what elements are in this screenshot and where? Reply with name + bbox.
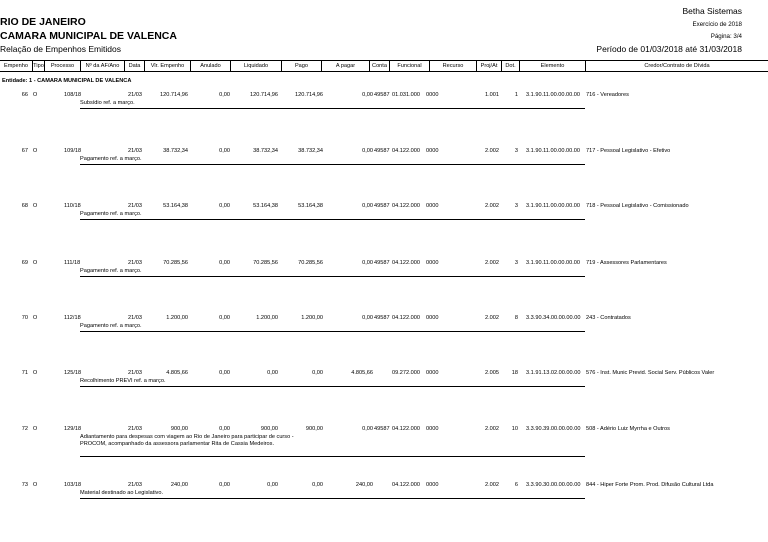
- empenho-history: Material destinado ao Legislativo.: [80, 490, 164, 496]
- resource-code: 0000: [426, 203, 439, 209]
- annulled-value: 0,00: [219, 315, 230, 321]
- column-header: Processo: [44, 61, 80, 71]
- creditor-name: 576 - Inst. Munic Previd. Social Serv. Públicos Valer: [586, 370, 715, 376]
- expense-element: 3.3.90.30.00.00.00.00: [526, 482, 581, 488]
- project-activity: 2.002: [485, 426, 499, 432]
- empenho-type: O: [32, 92, 38, 98]
- empenho-type: O: [32, 260, 38, 266]
- report-period: Período de 01/03/2018 até 31/03/2018: [596, 44, 742, 54]
- payable-value: 0,00: [362, 315, 373, 321]
- empenho-history: Subsídio ref. a março.: [80, 100, 135, 106]
- project-activity: 2.002: [485, 315, 499, 321]
- allocation: 1: [514, 92, 518, 98]
- annulled-value: 0,00: [219, 426, 230, 432]
- paid-value: 1.200,00: [301, 315, 323, 321]
- column-header: Data: [124, 61, 144, 71]
- allocation: 8: [514, 315, 518, 321]
- column-header: Conta: [369, 61, 389, 71]
- empenho-value: 240,00: [170, 482, 188, 488]
- empenho-type: O: [32, 482, 38, 488]
- functional-code: 01.031.000: [392, 92, 420, 98]
- row-underline: [80, 331, 585, 332]
- empenho-history: Adiantamento para despesas com viagem ao Rio de Janeiro para participar de curso - PROCOM, acompanhado da assessora parlamentar Rita de Cassia Medeiros.: [80, 434, 294, 447]
- empenho-value: 53.164,38: [163, 203, 188, 209]
- liquidated-value: 53.164,38: [253, 203, 278, 209]
- allocation: 3: [514, 203, 518, 209]
- functional-code: 04.122.000: [392, 315, 420, 321]
- liquidated-value: 70.285,56: [253, 260, 278, 266]
- paid-value: 53.164,38: [298, 203, 323, 209]
- expense-element: 3.1.90.11.00.00.00.00: [526, 148, 581, 154]
- expense-element: 3.1.91.13.02.00.00.00: [526, 370, 581, 376]
- project-activity: 1.001: [485, 92, 499, 98]
- creditor-name: 719 - Assessores Parlamentares: [586, 260, 667, 266]
- liquidated-value: 1.200,00: [256, 315, 278, 321]
- annulled-value: 0,00: [219, 370, 230, 376]
- paid-value: 0,00: [312, 370, 323, 376]
- empenho-date: 21/03: [128, 92, 142, 98]
- functional-code: 04.122.000: [392, 260, 420, 266]
- state-name: RIO DE JANEIRO: [0, 16, 86, 28]
- project-activity: 2.005: [485, 370, 499, 376]
- row-underline: [80, 164, 585, 165]
- empenho-number: 70: [21, 315, 28, 321]
- row-underline: [80, 108, 585, 109]
- liquidated-value: 0,00: [267, 370, 278, 376]
- allocation: 18: [511, 370, 518, 376]
- account-number: 49587: [374, 92, 390, 98]
- empenho-date: 21/03: [128, 370, 142, 376]
- column-header: Funcional: [389, 61, 429, 71]
- liquidated-value: 900,00: [260, 426, 278, 432]
- empenho-date: 21/03: [128, 315, 142, 321]
- process-number: 109/18: [64, 148, 82, 154]
- expense-element: 3.3.90.34.00.00.00.00: [526, 315, 581, 321]
- page-number: Página: 3/4: [710, 33, 742, 40]
- creditor-name: 717 - Pessoal Legislativo - Efetivo: [586, 148, 671, 154]
- payable-value: 0,00: [362, 426, 373, 432]
- resource-code: 0000: [426, 148, 439, 154]
- empenho-history: Pagamento ref. a março.: [80, 323, 142, 329]
- system-name: Betha Sistemas: [682, 6, 742, 16]
- creditor-name: 508 - Adério Luiz Myrrha e Outros: [586, 426, 670, 432]
- liquidated-value: 0,00: [267, 482, 278, 488]
- allocation: 6: [514, 482, 518, 488]
- functional-code: 04.122.000: [392, 148, 420, 154]
- paid-value: 38.732,34: [298, 148, 323, 154]
- expense-element: 3.1.90.11.00.00.00.00: [526, 203, 581, 209]
- empenho-type: O: [32, 370, 38, 376]
- column-header: Anulado: [190, 61, 230, 71]
- empenho-value: 1.200,00: [166, 315, 188, 321]
- allocation: 10: [511, 426, 518, 432]
- empenho-history: Pagamento ref. a março.: [80, 268, 142, 274]
- account-number: 49587: [374, 315, 390, 321]
- empenho-number: 68: [21, 203, 28, 209]
- column-header: Credor/Contrato de Dívida: [585, 61, 768, 71]
- resource-code: 0000: [426, 482, 439, 488]
- empenho-history: Pagamento ref. a março.: [80, 156, 142, 162]
- process-number: 112/18: [64, 315, 81, 321]
- allocation: 3: [514, 148, 518, 154]
- expense-element: 3.1.90.11.00.00.00.00: [526, 92, 581, 98]
- empenho-value: 120.714,96: [160, 92, 188, 98]
- empenho-type: O: [32, 203, 38, 209]
- expense-element: 3.1.90.11.00.00.00.00: [526, 260, 581, 266]
- empenho-value: 38.732,34: [163, 148, 188, 154]
- account-number: 49587: [374, 426, 390, 432]
- table-header-border: [0, 71, 768, 72]
- paid-value: 120.714,96: [295, 92, 323, 98]
- payable-value: 240,00: [355, 482, 373, 488]
- column-header: Proj/At: [476, 61, 501, 71]
- row-underline: [80, 276, 585, 277]
- organization-name: CAMARA MUNICIPAL DE VALENCA: [0, 30, 177, 42]
- row-underline: [80, 456, 585, 457]
- resource-code: 0000: [426, 315, 439, 321]
- creditor-name: 716 - Vereadores: [586, 92, 629, 98]
- column-header: Empenho: [4, 63, 28, 69]
- annulled-value: 0,00: [219, 148, 230, 154]
- annulled-value: 0,00: [219, 482, 230, 488]
- process-number: 129/18: [64, 426, 82, 432]
- column-header: Dot.: [501, 61, 519, 71]
- empenho-date: 21/03: [128, 148, 142, 154]
- payable-value: 4.805,66: [351, 370, 373, 376]
- project-activity: 2.002: [485, 148, 499, 154]
- column-header: Vlr. Empenho: [144, 61, 190, 71]
- account-number: 49587: [374, 148, 390, 154]
- account-number: 49587: [374, 260, 390, 266]
- report-title: Relação de Empenhos Emitidos: [0, 44, 121, 54]
- account-number: 49587: [374, 203, 390, 209]
- empenho-type: O: [32, 315, 38, 321]
- resource-code: 0000: [426, 92, 439, 98]
- empenho-number: 73: [21, 482, 28, 488]
- creditor-name: 844 - Hiper Forte Prom. Prod. Difusão Cultural Ltda: [586, 482, 714, 488]
- process-number: 110/18: [64, 203, 81, 209]
- entity-label: Entidade: 1 - CAMARA MUNICIPAL DE VALENCA: [2, 78, 132, 84]
- creditor-name: 718 - Pessoal Legislativo - Comissionado: [586, 203, 689, 209]
- annulled-value: 0,00: [219, 92, 230, 98]
- empenho-value: 70.285,56: [163, 260, 188, 266]
- functional-code: 04.122.000: [392, 203, 420, 209]
- payable-value: 0,00: [362, 92, 373, 98]
- project-activity: 2.002: [485, 260, 499, 266]
- empenho-date: 21/03: [128, 426, 142, 432]
- expense-element: 3.3.90.39.00.00.00.00: [526, 426, 581, 432]
- empenho-date: 21/03: [128, 260, 142, 266]
- exercise-label: Exercício de 2018: [692, 21, 742, 28]
- project-activity: 2.002: [485, 482, 499, 488]
- resource-code: 0000: [426, 260, 439, 266]
- column-header: Pago: [281, 61, 321, 71]
- empenho-date: 21/03: [128, 203, 142, 209]
- paid-value: 0,00: [312, 482, 323, 488]
- column-header: Elemento: [519, 61, 585, 71]
- row-underline: [80, 219, 585, 220]
- project-activity: 2.002: [485, 203, 499, 209]
- process-number: 108/18: [64, 92, 82, 98]
- payable-value: 0,00: [362, 260, 373, 266]
- paid-value: 900,00: [305, 426, 323, 432]
- empenho-type: O: [32, 148, 38, 154]
- column-header: A pagar: [321, 61, 369, 71]
- paid-value: 70.285,56: [298, 260, 323, 266]
- functional-code: 04.122.000: [392, 482, 420, 488]
- payable-value: 0,00: [362, 203, 373, 209]
- column-header: Nº da AF/Ano: [80, 61, 124, 71]
- creditor-name: 243 - Contratados: [586, 315, 631, 321]
- resource-code: 0000: [426, 370, 439, 376]
- process-number: 111/18: [64, 260, 81, 266]
- column-header: Recurso: [429, 61, 476, 71]
- process-number: 103/18: [64, 482, 82, 488]
- functional-code: 09.272.000: [392, 370, 420, 376]
- empenho-history: Pagamento ref. a março.: [80, 211, 142, 217]
- process-number: 125/18: [64, 370, 82, 376]
- empenho-number: 69: [21, 260, 28, 266]
- empenho-number: 71: [21, 370, 28, 376]
- column-header: Liquidado: [230, 61, 281, 71]
- column-header: Tipo: [33, 63, 44, 69]
- empenho-value: 900,00: [170, 426, 188, 432]
- row-underline: [80, 498, 585, 499]
- empenho-date: 21/03: [128, 482, 142, 488]
- liquidated-value: 120.714,96: [250, 92, 278, 98]
- empenho-number: 72: [21, 426, 28, 432]
- liquidated-value: 38.732,34: [253, 148, 278, 154]
- empenho-number: 67: [21, 148, 28, 154]
- empenho-history: Recolhimento PREVI ref. a março.: [80, 378, 166, 384]
- empenho-number: 66: [21, 92, 28, 98]
- functional-code: 04.122.000: [392, 426, 420, 432]
- annulled-value: 0,00: [219, 260, 230, 266]
- row-underline: [80, 386, 585, 387]
- annulled-value: 0,00: [219, 203, 230, 209]
- empenho-type: O: [32, 426, 38, 432]
- payable-value: 0,00: [362, 148, 373, 154]
- allocation: 3: [514, 260, 518, 266]
- empenho-value: 4.805,66: [166, 370, 188, 376]
- resource-code: 0000: [426, 426, 439, 432]
